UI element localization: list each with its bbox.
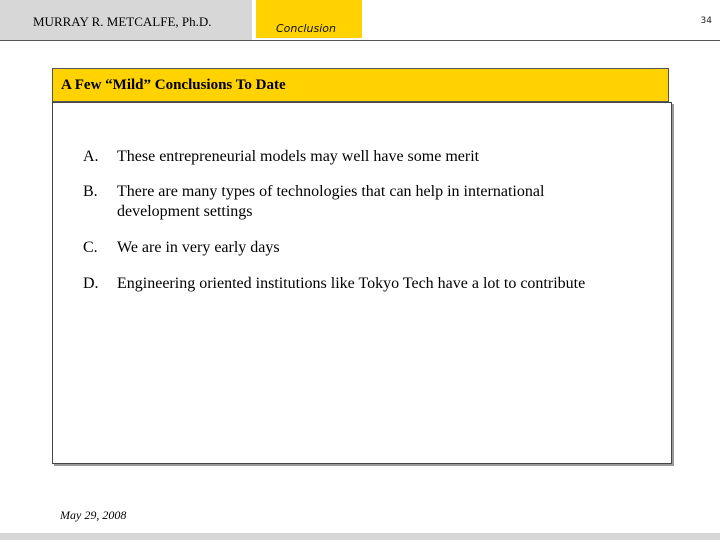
section-tab-label: Conclusion	[276, 22, 336, 35]
author-name: MURRAY R. METCALFE, Ph.D.	[33, 14, 212, 29]
item-letter: C.	[83, 239, 98, 256]
slide-title-bar	[52, 68, 669, 102]
item-letter: A.	[83, 148, 99, 165]
slide-title: A Few “Mild” Conclusions To Date	[61, 77, 286, 93]
slide-date: May 29, 2008	[60, 508, 127, 522]
item-text: These entrepreneurial models may well have some merit	[117, 148, 480, 165]
header-author-panel	[0, 0, 252, 41]
item-letter: D.	[83, 275, 99, 292]
item-text: There are many types of technologies that can help in international development settings	[117, 183, 545, 220]
item-text: We are in very early days	[117, 239, 280, 256]
item-letter: B.	[83, 183, 98, 200]
conclusions-box	[52, 102, 672, 464]
page-number: 34	[700, 16, 712, 26]
item-text: Engineering oriented institutions like Tokyo Tech have a lot to contribute	[117, 275, 586, 292]
footer-bar	[0, 533, 720, 540]
